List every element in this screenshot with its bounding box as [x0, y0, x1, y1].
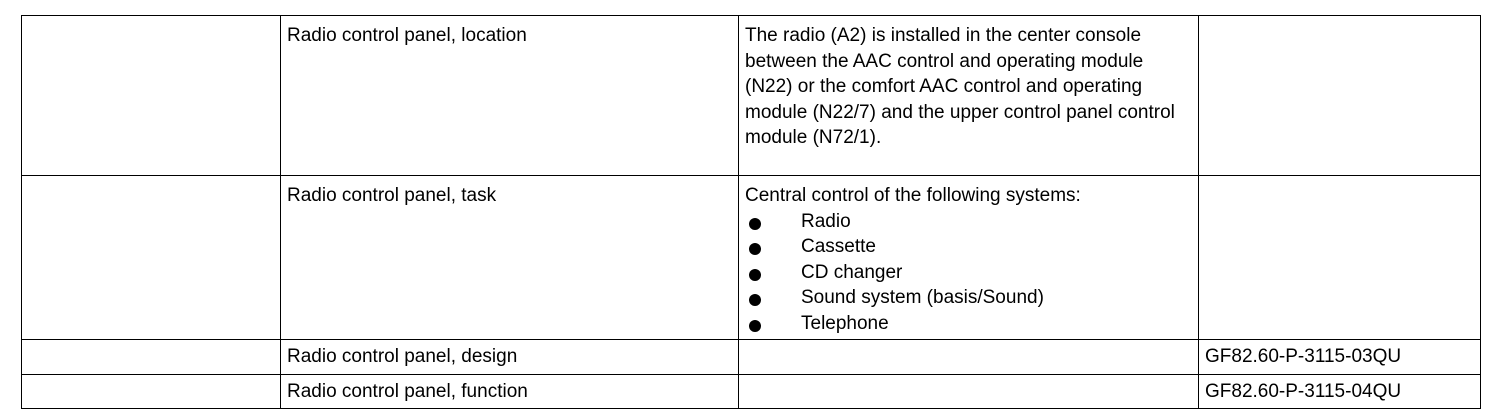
topic-cell: Radio control panel, function — [281, 374, 739, 409]
bullet-icon — [749, 269, 761, 281]
system-list — [745, 209, 1192, 337]
description-cell — [739, 340, 1199, 375]
list-item-label: Telephone — [801, 312, 889, 334]
list-item — [745, 234, 1192, 260]
bullet-icon — [749, 243, 761, 255]
table-row — [22, 176, 1481, 340]
row-label-cell — [22, 340, 281, 375]
list-item-label: Sound system (basis/Sound) — [801, 287, 1044, 308]
topic-cell: Radio control panel, design — [281, 340, 739, 375]
bullet-icon — [749, 294, 761, 306]
list-item — [745, 209, 1192, 235]
description-intro: Central control of the following systems: — [745, 185, 1081, 206]
list-item — [745, 260, 1192, 286]
table-row — [22, 16, 1481, 176]
table-row — [22, 340, 1481, 375]
list-item-label: Cassette — [801, 236, 876, 257]
topic-cell: Radio control panel, task — [281, 176, 739, 340]
description-cell — [739, 374, 1199, 409]
table-row — [22, 374, 1481, 409]
reference-cell: GF82.60-P-3115-03QU — [1199, 340, 1481, 375]
row-label-cell — [22, 176, 281, 340]
reference-cell — [1199, 16, 1481, 176]
row-label-cell — [22, 374, 281, 409]
list-item-label: CD changer — [801, 261, 903, 283]
row-label-cell — [22, 16, 281, 176]
list-item — [745, 311, 1192, 337]
reference-cell: GF82.60-P-3115-04QU — [1199, 374, 1481, 409]
bullet-icon — [749, 218, 761, 230]
bullet-icon — [749, 320, 761, 332]
description-cell — [739, 176, 1199, 340]
description-cell: The radio (A2) is installed in the center console between the AAC control and operating module (N22) or the comfort AAC control and operating module (N22/7) and the upper control panel control module (N72/1). — [739, 16, 1199, 176]
topic-cell: Radio control panel, location — [281, 16, 739, 176]
reference-cell — [1199, 176, 1481, 340]
list-item-label: Radio — [801, 210, 851, 232]
document-table — [21, 15, 1481, 409]
list-item — [745, 285, 1192, 311]
